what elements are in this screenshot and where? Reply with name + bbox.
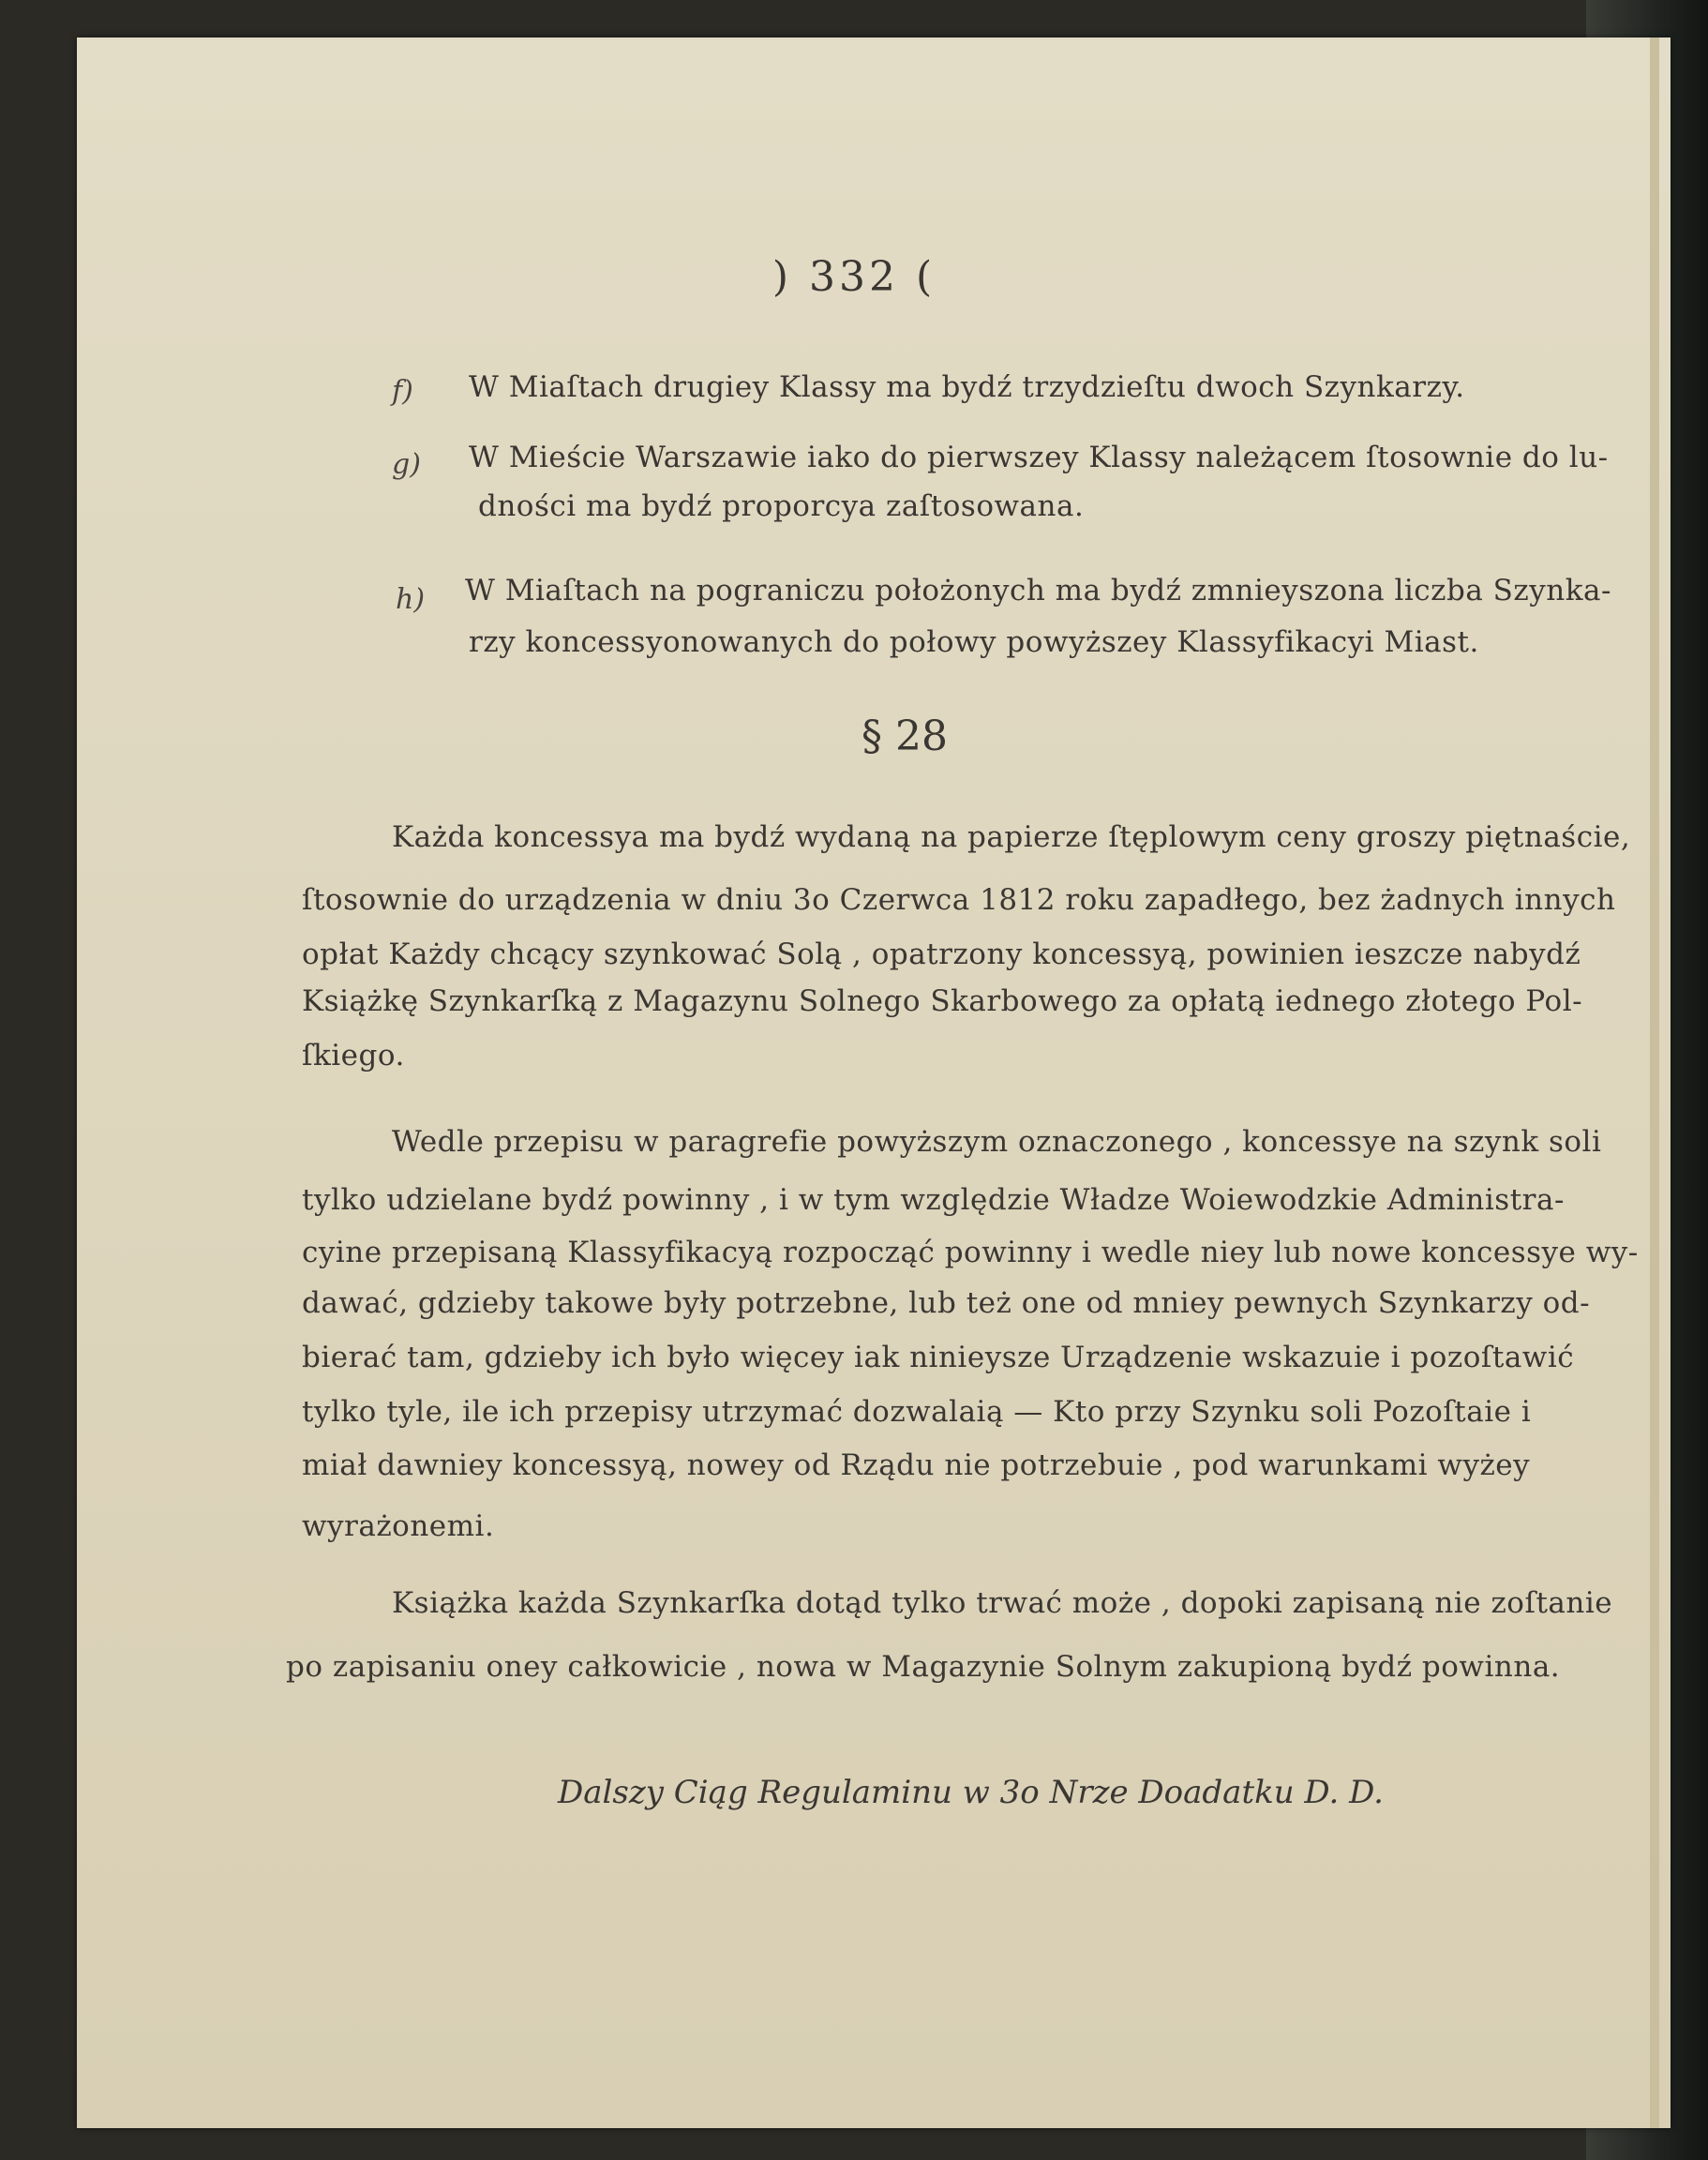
footer-note: Dalszy Ciąg Regulaminu w 3o Nrze Doadatku D. D. (558, 1774, 1384, 1811)
paragraph-1-line-3: opłat Każdy chcący szynkować Solą , opatrzony koncessyą, powinien ieszcze nabydź (302, 938, 1581, 971)
paragraph-1-line-5: ſkiego. (302, 1039, 405, 1072)
paragraph-2-line-2: tylko udzielane bydź powinny , i w tym względzie Władze Woiewodzkie Administra- (302, 1183, 1565, 1217)
section-heading: § 28 (861, 712, 948, 760)
item-f-line-1: W Miaſtach drugiey Klassy ma bydź trzydzieſtu dwoch Szynkarzy. (469, 370, 1465, 404)
item-label-g: g) (392, 448, 421, 481)
item-g-line-1: W Mieście Warszawie iako do pierwszey Klassy należącem ſtosownie do lu- (469, 441, 1609, 474)
paragraph-2-line-1: Wedle przepisu w paragrefie powyższym oznaczonego , koncessye na szynk soli (392, 1125, 1602, 1159)
page-edge (1650, 38, 1659, 2128)
item-h-line-2: rzy koncessyonowanych do połowy powyższey Klassyfikacyi Miast. (469, 625, 1479, 659)
paragraph-2-line-5: bierać tam, gdzieby ich było więcey iak ninieysze Urządzenie wskazuie i pozoſtawić (302, 1341, 1575, 1374)
paragraph-1-line-2: ſtosownie do urządzenia w dniu 3o Czerwca 1812 roku zapadłego, bez żadnych innych (302, 883, 1616, 917)
paragraph-2-line-8: wyrażonemi. (302, 1509, 495, 1543)
paragraph-2-line-6: tylko tyle, ile ich przepisy utrzymać dozwalaią — Kto przy Szynku soli Pozoſtaie i (302, 1395, 1532, 1429)
document-page (77, 38, 1671, 2128)
item-label-f: f) (392, 375, 413, 408)
paragraph-3-line-2: po zapisaniu oney całkowicie , nowa w Magazynie Solnym zakupioną bydź powinna. (286, 1650, 1561, 1684)
page-number-header: ) 332 ( (772, 253, 936, 301)
item-h-line-1: W Miaſtach na pograniczu położonych ma bydź zmnieyszona liczba Szynka- (465, 574, 1611, 608)
paragraph-1-line-4: Książkę Szynkarſką z Magazynu Solnego Skarbowego za opłatą iednego złotego Pol- (302, 984, 1583, 1018)
paragraph-1-line-1: Każda koncessya ma bydź wydaną na papierze ſtęplowym ceny groszy piętnaście, (392, 820, 1631, 854)
item-g-line-2: dności ma bydź proporcya zaſtosowana. (478, 489, 1085, 523)
paragraph-2-line-4: dawać, gdzieby takowe były potrzebne, lub też one od mniey pewnych Szynkarzy od- (302, 1286, 1591, 1320)
paragraph-3-line-1: Książka każda Szynkarſka dotąd tylko trwać może , dopoki zapisaną nie zoſtanie (392, 1586, 1613, 1620)
paragraph-2-line-3: cyine przepisaną Klassyfikacyą rozpocząć powinny i wedle niey lub nowe koncessye wy- (302, 1236, 1639, 1269)
paragraph-2-line-7: miał dawniey koncessyą, nowey od Rządu nie potrzebuie , pod warunkami wyżey (302, 1448, 1531, 1482)
item-label-h: h) (396, 583, 426, 616)
